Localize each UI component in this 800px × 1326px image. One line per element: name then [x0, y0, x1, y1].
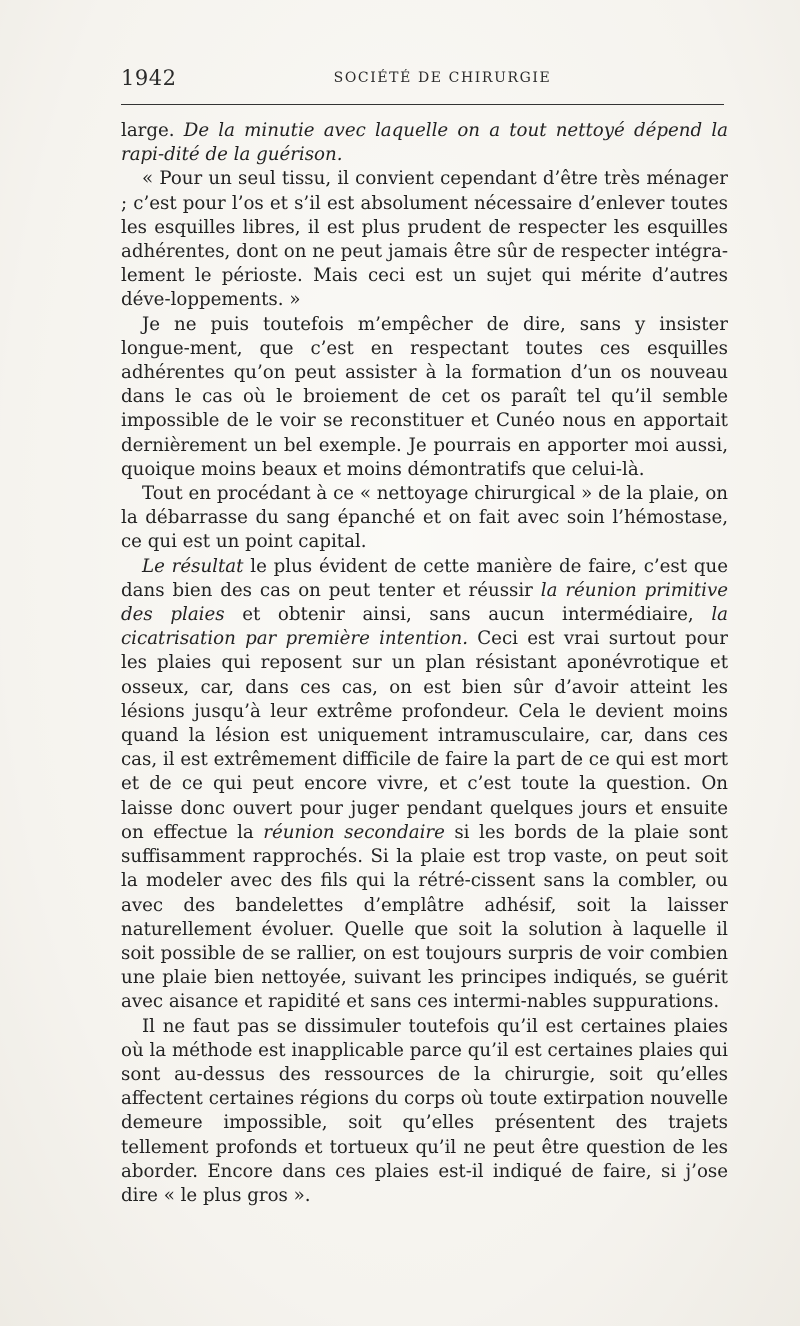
italic-text: Le résultat — [142, 555, 244, 577]
page-header — [121, 66, 724, 96]
paragraph — [121, 313, 728, 482]
header-rule — [121, 104, 724, 105]
running-head: SOCIÉTÉ DE CHIRURGIE — [333, 70, 552, 86]
paragraph — [121, 555, 728, 1015]
paragraph — [121, 1015, 728, 1209]
italic-text: De la minutie avec laquelle on a tout nettoyé dépend la rapi-dité de la guérison. — [121, 120, 729, 166]
body-text — [121, 119, 728, 1208]
italic-text: la cicatrisation par première intention. — [121, 604, 728, 650]
text-run: le plus évident de cette manière de faire, c’est que dans bien des cas on peut tenter et réussir — [121, 555, 728, 601]
text-run: Ceci est vrai surtout pour les plaies qui reposent sur un plan résistant aponévrotique et osseux, car, dans ces cas, on est bien sûr d’avoir atteint les lésions jusqu’à leur extrême profondeur. Cela le devient moins quand la lésion est uniquement intramusculaire, car, dans ces cas, il est extrêmement difficile de faire la part de ce qui est mort et de ce qui peut encore vivre, et c’est toute la question. On laisse donc ouvert pour juger pendant quelques jours et ensuite on effectue la — [121, 628, 728, 843]
paragraph — [121, 482, 728, 555]
italic-text: la réunion primitive des plaies — [121, 579, 728, 626]
text-run: « Pour un seul tissu, il convient cependant d’être très ménager ; c’est pour l’os et s’il est absolument nécessaire d’enlever toutes les esquilles libres, il est plus prudent de respecter les esquilles adhérentes, dont on ne peut jamais être sûr de respecter intégra-lement le périoste. Mais ceci est un sujet qui mérite d’autres déve-loppements. » — [121, 168, 728, 311]
text-run: large. — [121, 120, 184, 141]
text-run: Il ne faut pas se dissimuler toutefois qu’il est certaines plaies où la méthode est inapplicable parce qu’il est certaines plaies qui sont au-dessus des ressources de la chirurgie, soit qu’elles affectent certaines régions du corps où toute extirpation nouvelle demeure impossible, soit qu’elles présentent des trajets tellement profonds et tortueux qu’il ne peut être question de les aborder. Encore dans ces plaies est-il indiqué de faire, si j’ose dire « le plus gros ». — [121, 1015, 728, 1206]
text-run: et obtenir ainsi, sans aucun intermédiaire, — [224, 604, 712, 626]
paragraph — [121, 119, 728, 167]
paragraph — [121, 167, 728, 312]
text-run: si les bords de la plaie sont suffisamment rapprochés. Si la plaie est trop vaste, on peut soit la modeler avec des fils qui la rétré-cissent sans la combler, ou avec des bandelettes d’emplâtre adhésif, soit la laisser naturellement évoluer. Quelle que soit la solution à laquelle il soit possible de se rallier, on est toujours surpris de voir combien une plaie bien nettoyée, suivant les principes indiqués, se guérit avec aisance et rapidité et sans ces intermi-nables suppurations. — [121, 821, 728, 1013]
italic-text: réunion secondaire — [263, 821, 445, 843]
text-run: Tout en procédant à ce « nettoyage chirurgical » de la plaie, on la débarrasse du sang épanché et on fait avec soin l’hémostase, ce qui est un point capital. — [121, 483, 728, 553]
text-run: Je ne puis toutefois m’empêcher de dire, sans y insister longue-ment, que c’est en respectant toutes ces esquilles adhérentes qu’on peut assister à la formation d’un os nouveau dans le cas où le broiement de cet os paraît tel qu’il semble impossible de le voir se reconstituer et Cunéo nous en apportait dernièrement un bel exemple. Je pourrais en apporter moi aussi, quoique moins beaux et moins démontratifs que celui-là. — [121, 313, 728, 480]
page-number: 1942 — [121, 66, 177, 90]
